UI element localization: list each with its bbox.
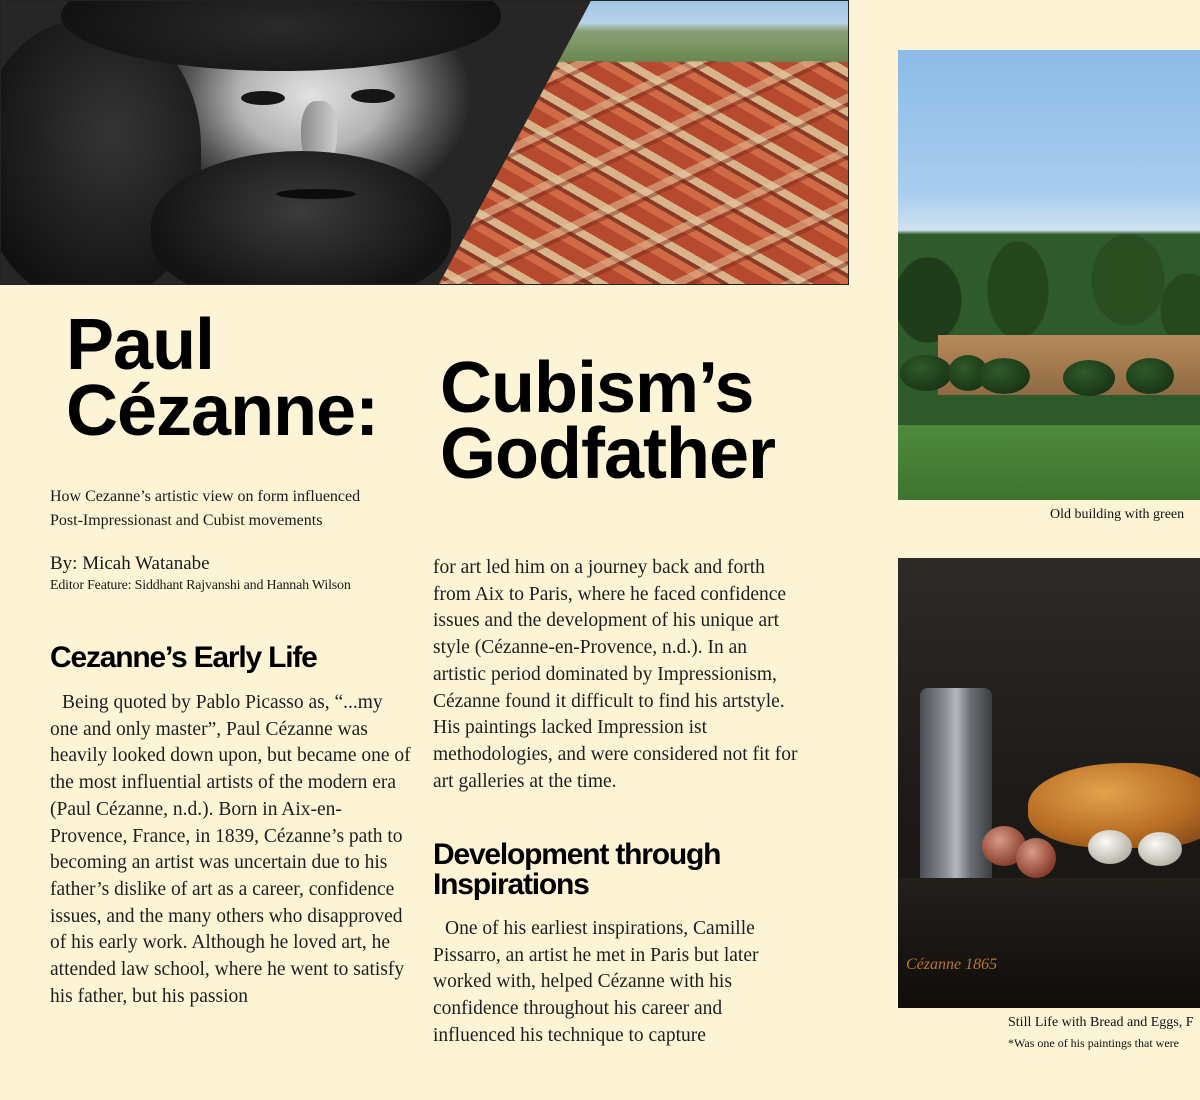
subtitle-line2: Post-Impressionast and Cubist movements — [50, 512, 323, 529]
title-left — [66, 305, 379, 451]
still-life-caption: Still Life with Bread and Eggs, F — [1008, 1015, 1194, 1030]
editors-credit: Editor Feature: Siddhant Rajvanshi and Hannah Wilson — [50, 578, 351, 593]
early-life-text: Being quoted by Pablo Picasso as, “...my one and only master”, Paul Cézanne was heavily looked down upon, but became one of the most influential artists of the modern era (Paul Cézanne, n.d.). Born in Aix-en-Provence, France, in 1839, Cézanne’s path to becoming an artist was uncertain due to his father’s dislike of art as a career, confidence issues, and the many others who disapproved of his early work. Although he loved art, he attended law school, where he went to satisfy his father, but his passion — [50, 692, 411, 1007]
byline: By: Micah Watanabe — [50, 553, 210, 574]
title-right — [440, 348, 776, 494]
header-collage — [0, 0, 849, 285]
section-heading-development: Development through Inspirations — [433, 838, 721, 901]
subtitle — [50, 485, 430, 533]
garden-building-photo — [898, 50, 1200, 500]
development-text: One of his earliest inspirations, Camille Pissarro, an artist he met in Paris but later worked with, helped Cézanne with his confidence throughout his career and influenced his technique to capture — [433, 918, 759, 1046]
section-heading-early-life: Cezanne’s Early Life — [50, 641, 317, 674]
title-right-line1: Cubism’s — [440, 348, 754, 428]
painting-signature: Cézanne 1865 — [906, 956, 998, 973]
title-left-line1: Paul — [66, 305, 215, 385]
title-right-line2: Godfather — [440, 414, 776, 494]
title-left-line2: Cézanne: — [66, 371, 379, 451]
still-life-painting — [898, 558, 1200, 1008]
early-life-text-continued: for art led him on a journey back and forth from Aix to Paris, where he faced confidence issues and the development of his unique art style (Cézanne-en-Provence, n.d.). In an artistic period dominated by Impressionism, Cézanne found it difficult to find his artstyle. His paintings lacked Impression ist methodologies, and were considered not fit for art galleries at the time. — [433, 557, 798, 792]
garden-photo-caption: Old building with green — [1050, 507, 1185, 522]
subtitle-line1: How Cezanne’s artistic view on form influenced — [50, 488, 361, 505]
still-life-note: *Was one of his paintings that were — [1008, 1036, 1179, 1050]
